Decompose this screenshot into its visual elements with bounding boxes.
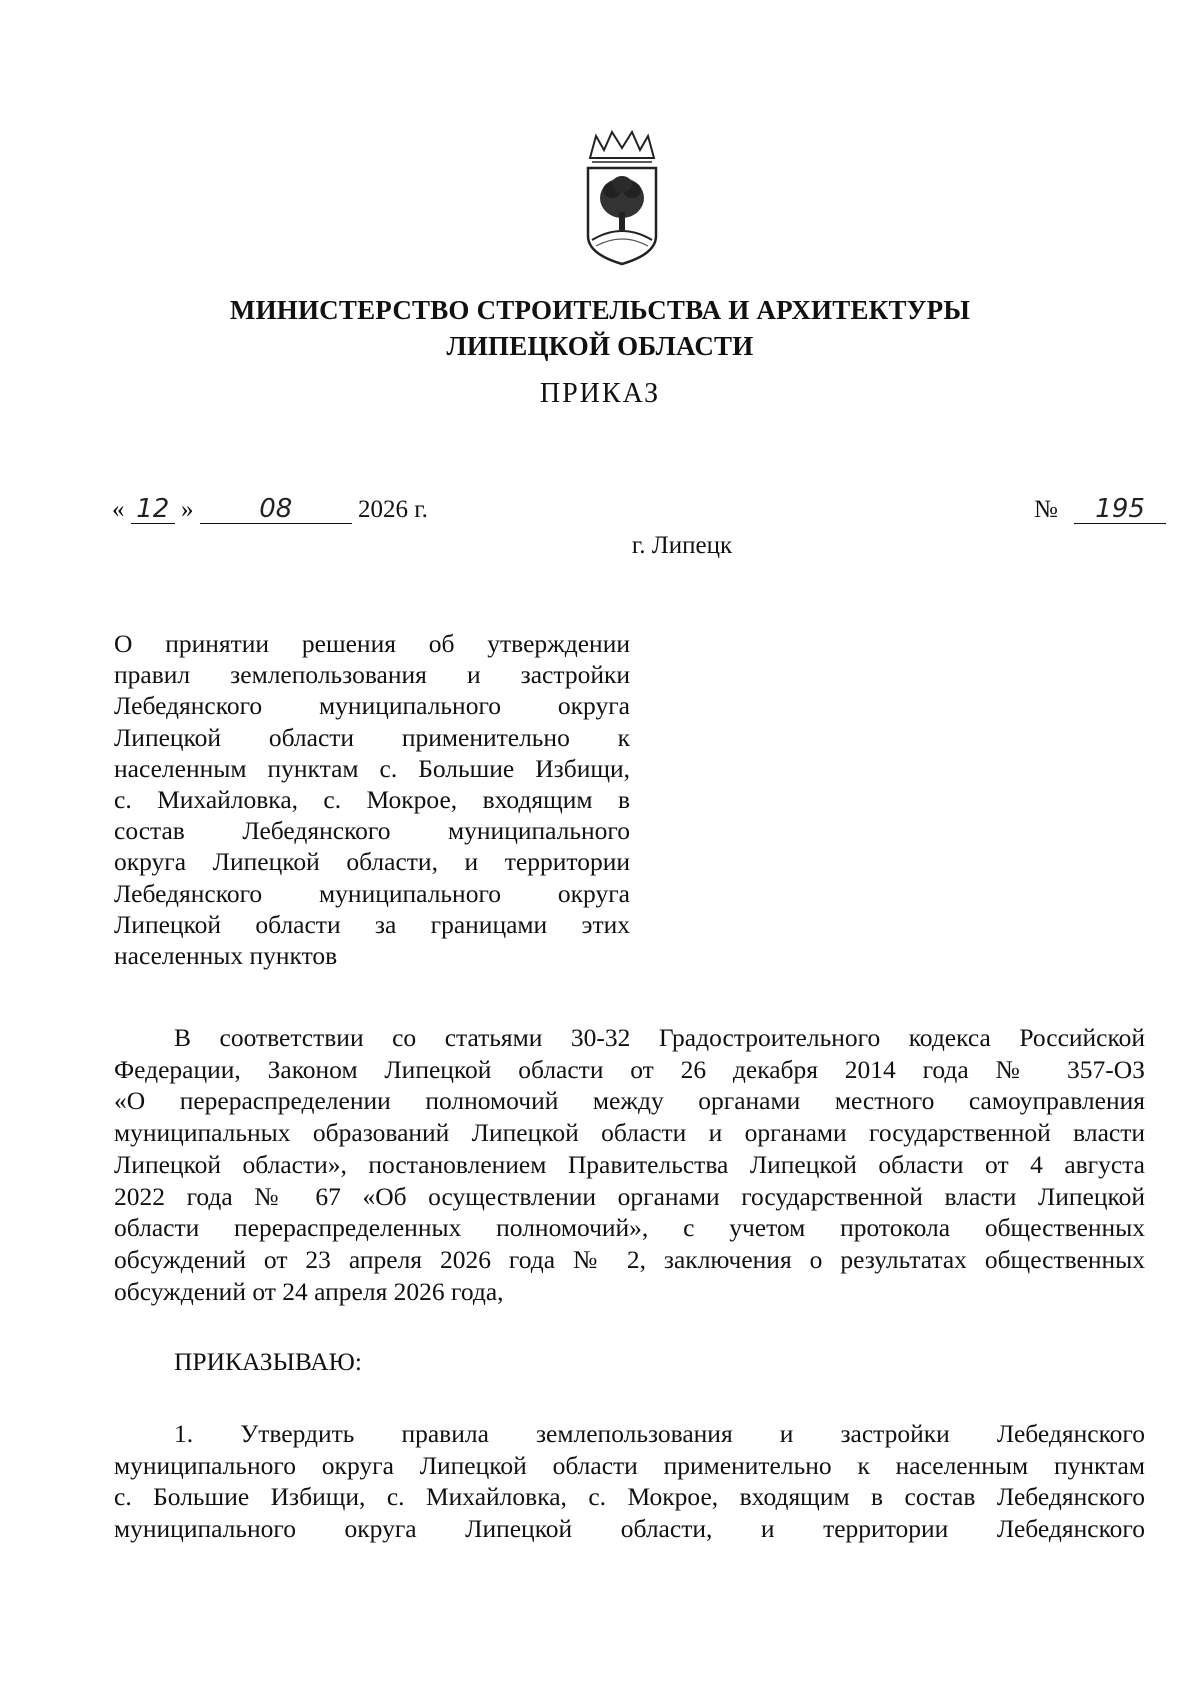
order-date [112,495,428,524]
date-day: 12 [131,495,175,524]
order-subject [114,628,630,971]
subject-line: округа Липецкой области, и территории [114,847,630,877]
subject-line: Лебедянского муниципального округа [114,878,630,908]
date-month: 08 [200,495,352,524]
item-line: 1. Утвердить правила землепользования и застройки Лебедянского [174,1419,1145,1448]
date-open-quote: « [112,496,125,523]
preamble-line: Федерации, Законом Липецкой области от 26 декабря 2014 года № 357-ОЗ [114,1054,1145,1084]
org-name-line-1: МИНИСТЕРСТВО СТРОИТЕЛЬСТВА И АРХИТЕКТУРЫ [229,295,971,325]
subject-line: с. Михайловка, с. Мокрое, входящим в [114,785,630,815]
city: г. Липецк [631,532,733,559]
subject-line: Лебедянского муниципального округа [114,691,630,721]
preamble-line: области перераспределенных полномочий», с учетом протокола общественных [114,1213,1145,1243]
preamble-line: 2022 года № 67 «Об осуществлении органами государственной власти Липецкой [114,1181,1145,1211]
item-line: с. Большие Избищи, с. Михайловка, с. Мокрое, входящим в состав Лебедянского [114,1482,1145,1512]
coat-of-arms-icon [582,128,662,266]
order-word: ПРИКАЗЫВАЮ: [174,1347,362,1376]
number-value: 195 [1074,495,1166,524]
order-number [1034,495,1166,524]
subject-line: населенным пунктам с. Большие Избищи, [114,753,630,783]
subject-line: Липецкой области за границами этих [114,909,630,939]
preamble-line: Липецкой области», постановлением Правительства Липецкой области от 4 августа [114,1149,1145,1179]
preamble-paragraph [114,1022,1145,1307]
preamble-line: обсуждений от 23 апреля 2026 года № 2, заключения о результатах общественных [114,1244,1145,1274]
number-label: № [1034,496,1058,523]
subject-line: Липецкой области применительно к [114,722,630,752]
preamble-line: обсуждений от 24 апреля 2026 года, [114,1276,504,1306]
org-name-line-2: ЛИПЕЦКОЙ ОБЛАСТИ [446,331,754,361]
preamble-line: муниципальных образований Липецкой области и органами государственной власти [114,1118,1145,1148]
document-type: ПРИКАЗ [539,378,661,409]
subject-line: О принятии решения об утверждении [114,629,630,658]
subject-line: населенных пунктов [114,941,338,971]
item-line: муниципального округа Липецкой области применительно к населенным пунктам [114,1450,1145,1480]
preamble-line: В соответствии со статьями 30-32 Градостроительного кодекса Российской [174,1023,1145,1052]
subject-line: правил землепользования и застройки [114,660,630,690]
date-year: 2026 г. [358,496,428,523]
subject-line: состав Лебедянского муниципального [114,816,630,846]
item-line: муниципального округа Липецкой области, и территории Лебедянского [114,1514,1145,1544]
date-close-quote: » [181,496,194,523]
org-header [0,292,1200,364]
order-item-1 [114,1418,1145,1545]
preamble-line: «О перераспределении полномочий между органами местного самоуправления [114,1086,1145,1116]
